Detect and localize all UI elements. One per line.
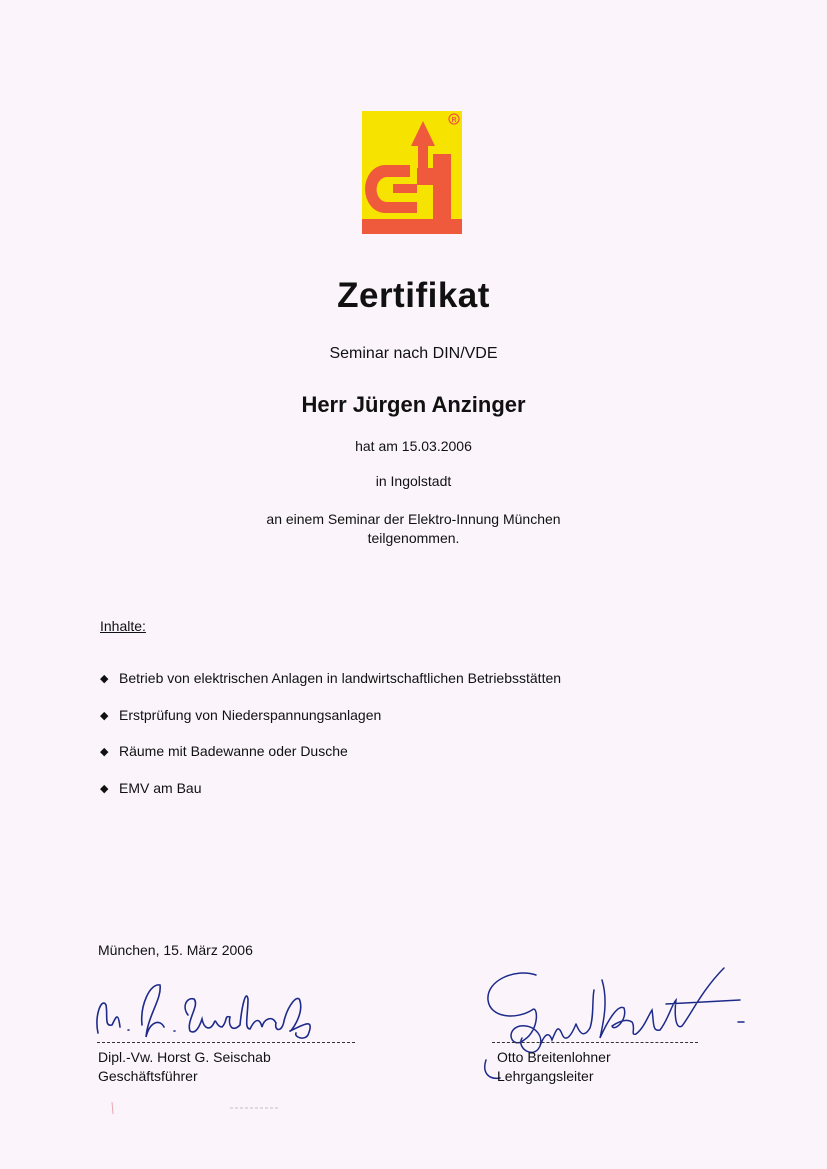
list-item <box>100 743 561 780</box>
signatory-right <box>497 1048 611 1086</box>
faint-stamp-mark <box>110 1098 310 1118</box>
list-item <box>100 780 561 817</box>
signature-line-right <box>492 1042 698 1043</box>
diamond-bullet-icon: ◆ <box>100 782 109 795</box>
diamond-bullet-icon: ◆ <box>100 746 109 758</box>
signatory-left-name: Dipl.-Vw. Horst G. Seischab <box>98 1049 271 1065</box>
signatory-right-role: Lehrgangsleiter <box>497 1068 594 1084</box>
contents-list <box>100 670 561 816</box>
seminar-description <box>0 510 827 548</box>
signature-seischab <box>90 975 330 1045</box>
diamond-bullet-icon: ◆ <box>100 709 109 722</box>
list-item-text: Räume mit Badewanne oder Dusche <box>119 743 348 759</box>
seminar-line-1: an einem Seminar der Elektro-Innung München <box>266 511 561 527</box>
recipient-name: Herr Jürgen Anzinger <box>301 392 526 417</box>
signatory-left <box>98 1048 271 1086</box>
place-and-date: München, 15. März 2006 <box>98 942 253 958</box>
contents-heading: Inhalte: <box>100 618 146 634</box>
svg-text:R: R <box>451 117 457 124</box>
seminar-line-2: teilgenommen. <box>367 530 460 546</box>
seminar-location: in Ingolstadt <box>375 473 452 489</box>
elektro-innung-logo <box>362 111 462 234</box>
list-item <box>100 670 561 707</box>
signatory-left-role: Geschäftsführer <box>98 1068 198 1084</box>
attendance-date: hat am 15.03.2006 <box>355 438 472 454</box>
certificate-subtitle: Seminar nach DIN/VDE <box>329 345 498 362</box>
diamond-bullet-icon: ◆ <box>100 673 109 685</box>
certificate-title: Zertifikat <box>337 276 490 315</box>
list-item-text: EMV am Bau <box>119 779 202 796</box>
signature-line-left <box>97 1042 355 1043</box>
list-item-text: Betrieb von elektrischen Anlagen in landwirtschaftlichen Betriebsstätten <box>119 670 562 686</box>
list-item <box>100 707 561 744</box>
list-item-text: Erstprüfung von Niederspannungsanlagen <box>119 706 382 723</box>
signatory-right-name: Otto Breitenlohner <box>497 1049 611 1065</box>
